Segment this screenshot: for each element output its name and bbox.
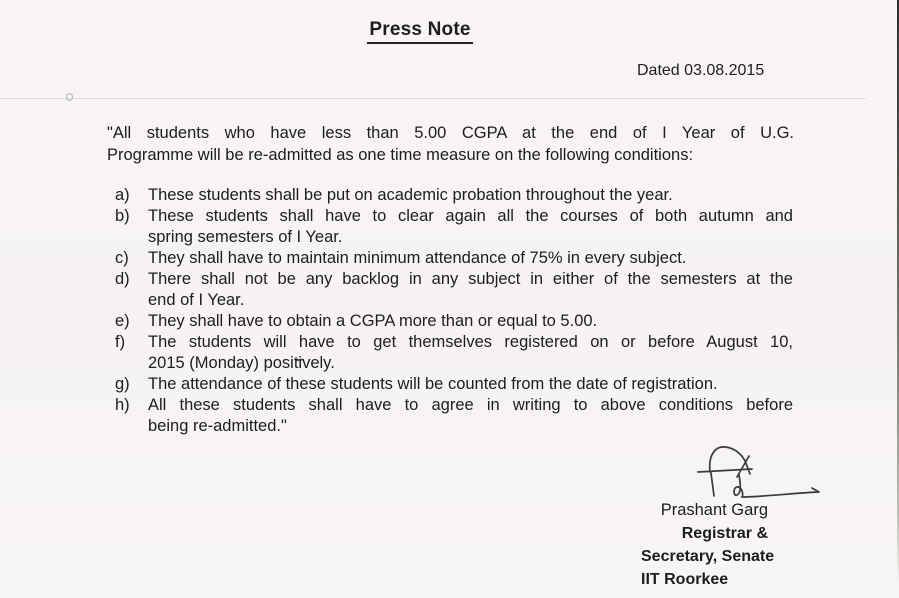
condition-text	[148, 206, 793, 248]
conditions-list	[115, 185, 793, 437]
condition-line: There shall not be any backlog in any subject in either of the semesters at the	[148, 270, 793, 288]
condition-label: e)	[115, 312, 130, 330]
condition-item	[115, 332, 793, 374]
document-header	[0, 19, 840, 44]
condition-line: 2015 (Monday) positively.	[148, 354, 335, 372]
condition-item	[115, 374, 793, 395]
signature-scribble	[690, 444, 822, 502]
condition-line: being re-admitted."	[148, 417, 287, 435]
page-title: Press Note	[367, 19, 472, 44]
intro-line: Programme will be re-admitted as one time measure on the following conditions:	[107, 145, 694, 164]
signatory-title: Registrar &	[681, 525, 768, 542]
condition-item	[115, 311, 793, 332]
condition-text	[148, 332, 793, 374]
condition-line: These students shall have to clear again all the courses of both autumn and	[148, 207, 793, 225]
condition-label: f)	[115, 333, 126, 351]
condition-item	[115, 185, 793, 206]
condition-label: c)	[115, 249, 129, 267]
condition-line: These students shall be put on academic probation throughout the year.	[148, 186, 673, 204]
condition-item	[115, 248, 793, 269]
condition-label: d)	[115, 270, 130, 288]
condition-label: h)	[115, 396, 130, 414]
signatory-name: Prashant Garg	[660, 501, 768, 519]
scan-artifact-speck	[66, 93, 73, 101]
condition-line: All these students shall have to agree in writing to above conditions before	[148, 396, 793, 414]
condition-text	[148, 185, 793, 206]
condition-label: a)	[115, 186, 130, 204]
condition-line: The attendance of these students will be counted from the date of registration.	[148, 375, 718, 393]
intro-paragraph	[107, 123, 794, 166]
condition-item	[115, 269, 793, 311]
condition-line: spring semesters of I Year.	[148, 228, 343, 246]
condition-line: They shall have to obtain a CGPA more than or equal to 5.00.	[148, 312, 598, 330]
signatory-title: Secretary, Senate	[641, 548, 775, 565]
condition-text	[148, 374, 793, 395]
scan-artifact-horizontal-line	[0, 98, 866, 99]
condition-text	[148, 269, 793, 311]
condition-item	[115, 206, 793, 248]
condition-label: g)	[115, 375, 130, 393]
signature-block	[641, 499, 775, 591]
condition-text	[148, 248, 793, 269]
condition-line: They shall have to maintain minimum attendance of 75% in every subject.	[148, 249, 687, 267]
signatory-organization: IIT Roorkee	[641, 571, 729, 588]
condition-item	[115, 395, 793, 437]
condition-line: The students will have to get themselves registered on or before August 10,	[148, 333, 793, 351]
date-line: Dated 03.08.2015	[637, 62, 765, 79]
condition-label: b)	[115, 207, 130, 225]
condition-line: end of I Year.	[148, 291, 245, 309]
condition-text	[148, 395, 793, 437]
intro-line: "All students who have less than 5.00 CGPA at the end of I Year of U.G.	[107, 124, 794, 142]
condition-text	[148, 311, 793, 332]
